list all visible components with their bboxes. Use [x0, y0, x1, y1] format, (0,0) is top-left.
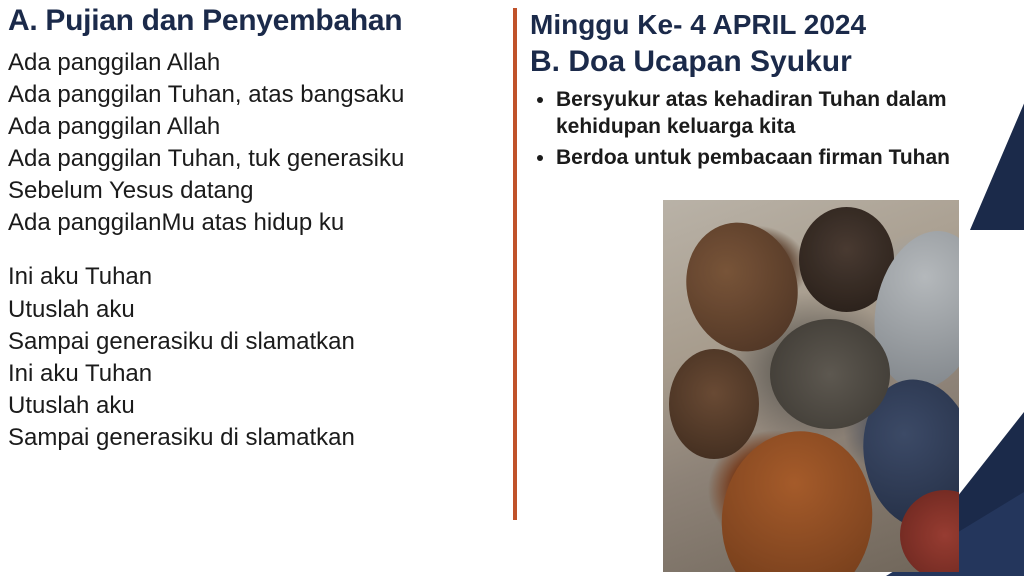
- group-praying-photo: [663, 200, 959, 572]
- prayer-points-list: [530, 86, 1000, 172]
- lyric-line: Ada panggilan Allah: [8, 112, 221, 140]
- page-title: A. Pujian dan Penyembahan: [8, 4, 403, 37]
- photo-image: [663, 200, 959, 572]
- photo-figure: [669, 349, 759, 459]
- list-item: • Berdoa untuk pembacaan firman Tuhan: [556, 144, 1000, 171]
- left-column: [8, 4, 503, 454]
- section-title: B. Doa Ucapan Syukur: [530, 44, 852, 78]
- photo-figure: [770, 319, 890, 429]
- lyric-line: Utuslah aku: [8, 295, 135, 323]
- list-item: • Bersyukur atas kehadiran Tuhan dalam kehidupan keluarga kita: [556, 86, 1000, 141]
- vertical-divider: [513, 8, 517, 520]
- lyric-line: Ada panggilanMu atas hidup ku: [8, 209, 345, 237]
- lyric-line: Sebelum Yesus datang: [8, 177, 254, 205]
- lyric-line: Sampai generasiku di slamatkan: [8, 327, 355, 355]
- lyrics-spacer: [8, 239, 503, 261]
- lyric-line: Ada panggilan Allah: [8, 48, 221, 76]
- lyrics-block-1: [8, 47, 503, 240]
- lyric-line: Ini aku Tuhan: [8, 359, 153, 387]
- lyrics-block-2: [8, 261, 503, 454]
- date-label: Minggu Ke- 4 APRIL 2024: [530, 9, 867, 40]
- lyric-line: Ini aku Tuhan: [8, 263, 153, 291]
- lyric-line: Ada panggilan Tuhan, tuk generasiku: [8, 144, 405, 172]
- lyric-line: Utuslah aku: [8, 392, 135, 420]
- lyric-line: Ada panggilan Tuhan, atas bangsaku: [8, 80, 405, 108]
- lyric-line: Sampai generasiku di slamatkan: [8, 424, 355, 452]
- right-column: [530, 8, 1000, 175]
